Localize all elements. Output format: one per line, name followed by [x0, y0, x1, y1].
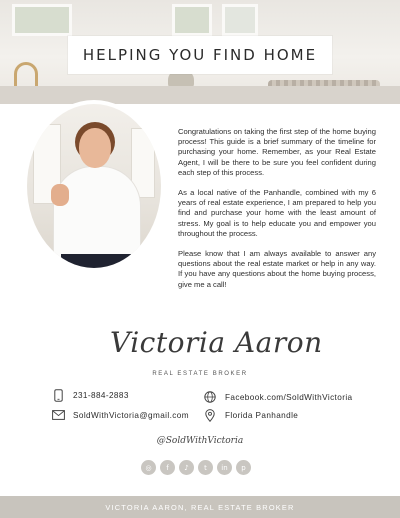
agent-portrait [27, 104, 161, 268]
phone-number[interactable]: 231-884-2883 [73, 390, 129, 400]
portrait-shirt [53, 166, 141, 268]
footer-text: VICTORIA AARON, REAL ESTATE BROKER [105, 502, 295, 512]
page-title: HELPING YOU FIND HOME [82, 46, 318, 64]
facebook-link[interactable]: Facebook.com/SoldWithVictoria [225, 392, 353, 402]
email-address[interactable]: SoldWithVictoria@gmail.com [73, 410, 189, 420]
social-icons [141, 460, 251, 475]
facebook-icon[interactable]: f [160, 460, 175, 475]
agent-portrait-frame [23, 100, 165, 272]
twitter-icon[interactable]: t [198, 460, 213, 475]
location-text: Florida Panhandle [225, 410, 299, 420]
pinterest-icon[interactable]: p [236, 460, 251, 475]
agent-role: REAL ESTATE BROKER [152, 371, 248, 377]
agent-signature: Victoria Aaron [110, 326, 323, 359]
location-pin-icon [203, 408, 217, 422]
window-decor [222, 4, 258, 36]
intro-text [178, 127, 376, 300]
mail-icon [51, 408, 65, 422]
title-box [68, 36, 332, 74]
phone-icon [51, 388, 65, 402]
linkedin-icon[interactable]: in [217, 460, 232, 475]
instagram-icon[interactable]: ◎ [141, 460, 156, 475]
counter-decor [0, 86, 400, 104]
intro-paragraph-1: Congratulations on taking the first step of the home buying process! This guide is a brief summary of the timeline for purchasing your home. Remember, as your Real Estate Agent, I will be there to be sure you feel confident during each step of this process. [178, 127, 376, 177]
intro-paragraph-3: Please know that I am always available to answer any questions about the real estate market or help in any way. If you have any questions about the home buying process, give me a call! [178, 249, 376, 289]
social-handle: @SoldWithVictoria [156, 436, 244, 446]
tiktok-icon[interactable]: ♪ [179, 460, 194, 475]
contact-email[interactable] [51, 408, 189, 422]
globe-icon [203, 390, 217, 404]
faucet-decor [14, 62, 38, 88]
intro-paragraph-2: As a local native of the Panhandle, combined with my 6 years of real estate experience, I am prepared to help you find and purchase your home with the least amount of stress. My goal is to help educate you and empower you throughout the process. [178, 188, 376, 238]
portrait-face [79, 128, 111, 168]
footer-bar [0, 496, 400, 518]
portrait-pants [61, 254, 131, 268]
contact-location [203, 408, 298, 422]
portrait-hand [51, 184, 69, 206]
window-decor [172, 4, 212, 36]
window-decor [12, 4, 72, 36]
contact-phone[interactable] [51, 388, 129, 402]
contact-facebook[interactable] [203, 390, 353, 404]
